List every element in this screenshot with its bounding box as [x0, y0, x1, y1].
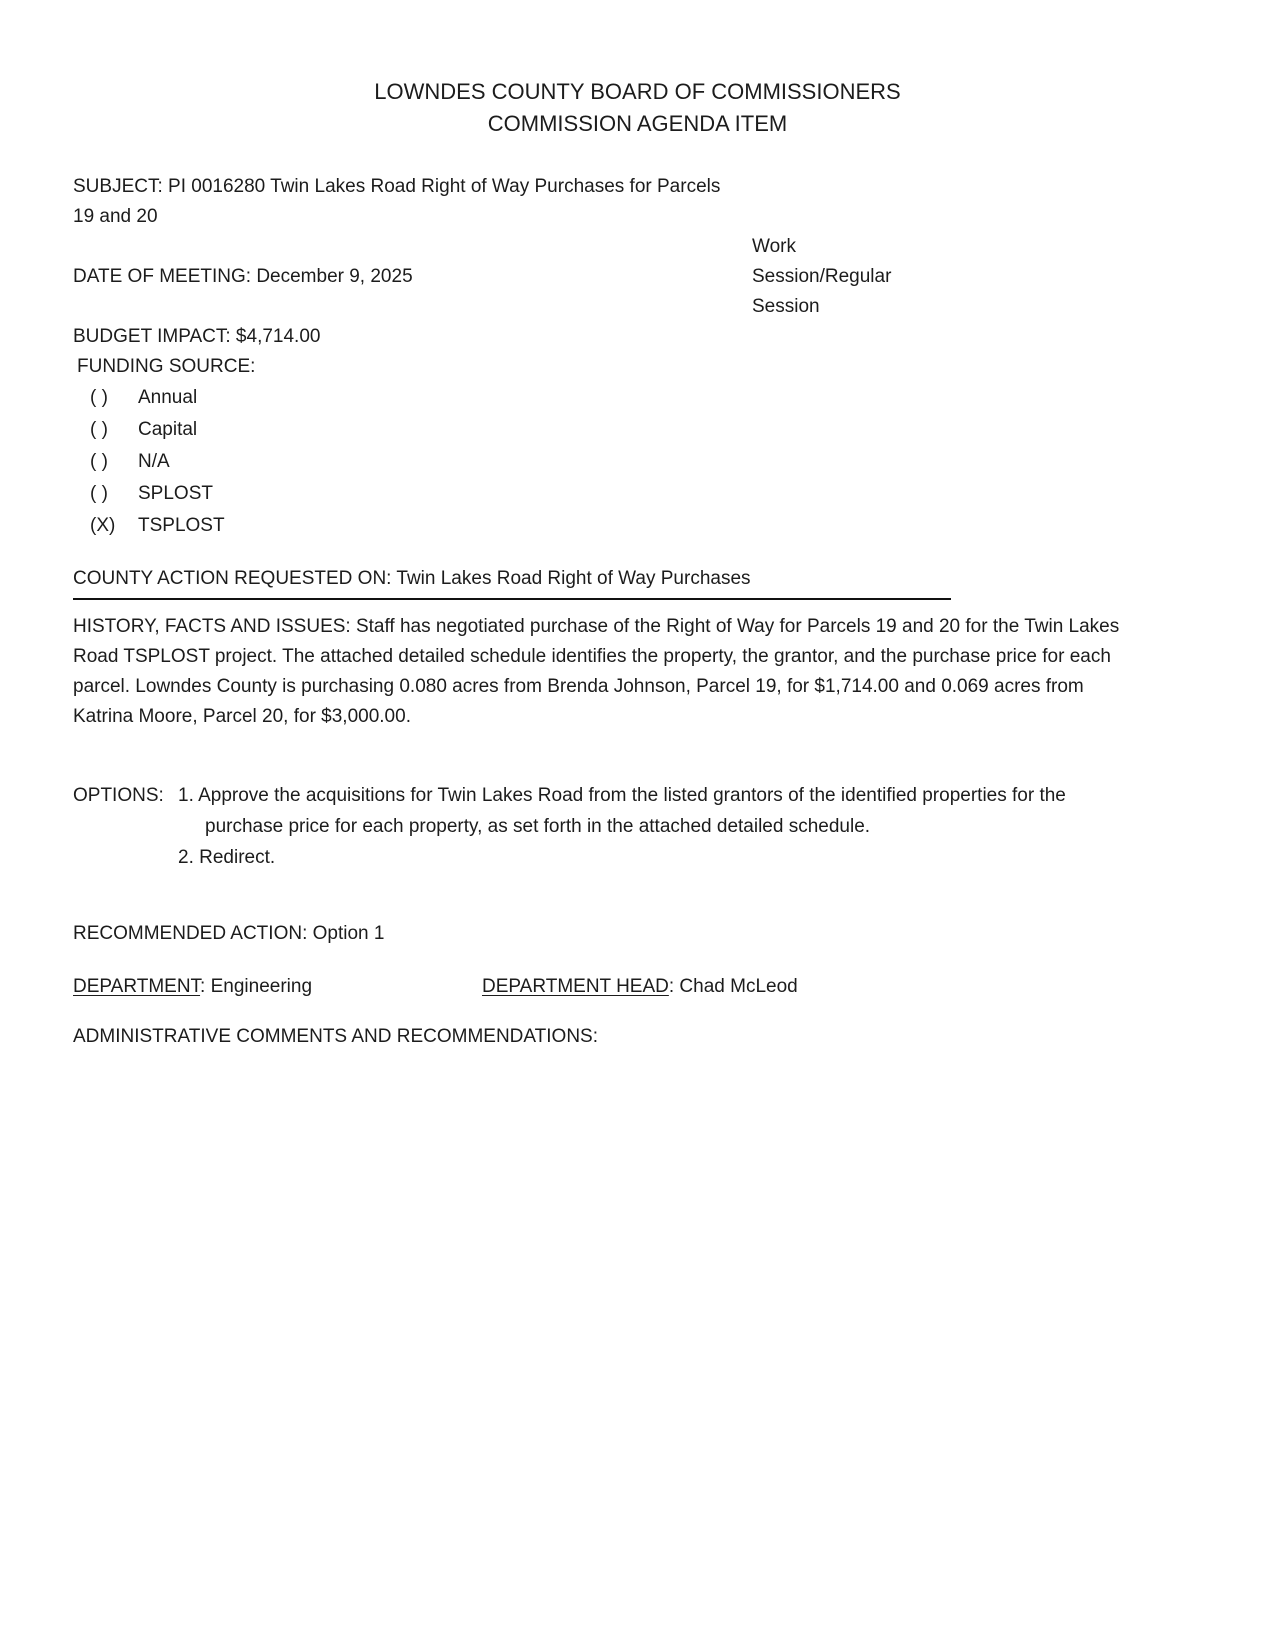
document-title	[73, 76, 1202, 140]
funding-source-list	[73, 382, 1202, 542]
options-items	[178, 780, 1136, 873]
document-title-line2: COMMISSION AGENDA ITEM	[487, 111, 788, 136]
meeting-row	[73, 232, 1202, 322]
date-of-meeting-line: DATE OF MEETING: December 9, 2025	[73, 266, 413, 287]
document-title-line1: LOWNDES COUNTY BOARD OF COMMISSIONERS	[374, 79, 901, 104]
checkbox-tsplost-checked: (X)	[90, 515, 116, 536]
options-label: OPTIONS:	[73, 785, 164, 806]
history-facts-issues-paragraph: HISTORY, FACTS AND ISSUES: Staff has negotiated purchase of the Right of Way for Parcels 19 and 20 for the Twin Lakes Road TSPLOST project. The attached detailed schedule identifies the property, the grantor, and the purchase price for each parcel. Lowndes County is purchasing 0.080 acres from Brenda Johnson, Parcel 19, for $1,714.00 and 0.069 acres from Katrina Moore, Parcel 20, for $3,000.00.	[73, 616, 1120, 727]
checkbox-splost: ( )	[90, 483, 108, 504]
county-action-requested-line: COUNTY ACTION REQUESTED ON: Twin Lakes Road Right of Way Purchases	[73, 564, 951, 600]
recommended-action-value: Option 1	[312, 923, 385, 944]
department-head-label: DEPARTMENT HEAD	[482, 976, 669, 997]
options-section	[73, 780, 1202, 873]
recommended-action-line	[73, 919, 1202, 949]
funding-option-label: TSPLOST	[138, 515, 225, 536]
recommended-action-label: RECOMMENDED ACTION:	[73, 923, 308, 944]
department-head-value: : Chad McLeod	[668, 976, 798, 997]
funding-option-tsplost	[73, 510, 1202, 542]
funding-option-label: Capital	[138, 419, 198, 440]
department-cell	[73, 972, 482, 1002]
funding-option-label: SPLOST	[138, 483, 213, 504]
funding-option-annual	[73, 382, 1202, 414]
administrative-comments-label: ADMINISTRATIVE COMMENTS AND RECOMMENDATIONS:	[73, 1026, 598, 1047]
subject-line: SUBJECT: PI 0016280 Twin Lakes Road Right of Way Purchases for Parcels 19 and 20	[73, 176, 721, 227]
funding-option-splost	[73, 478, 1202, 510]
option-1: 1. Approve the acquisitions for Twin Lakes Road from the listed grantors of the identified properties for the purchase price for each property, as set forth in the attached detailed schedule.	[178, 785, 1066, 837]
budget-impact-line: BUDGET IMPACT: $4,714.00	[73, 326, 321, 347]
department-head-cell	[482, 972, 798, 1002]
checkbox-annual: ( )	[90, 387, 108, 408]
department-label: DEPARTMENT	[73, 976, 201, 997]
funding-option-capital	[73, 414, 1202, 446]
funding-option-label: N/A	[138, 451, 170, 472]
checkbox-capital: ( )	[90, 419, 108, 440]
funding-option-na	[73, 446, 1202, 478]
funding-source-label: FUNDING SOURCE:	[77, 356, 256, 377]
checkbox-na: ( )	[90, 451, 108, 472]
option-2: 2. Redirect.	[178, 847, 276, 868]
department-row	[73, 972, 1202, 1002]
funding-option-label: Annual	[138, 387, 198, 408]
department-value: : Engineering	[200, 976, 313, 997]
session-type: Work Session/Regular Session	[752, 236, 892, 317]
